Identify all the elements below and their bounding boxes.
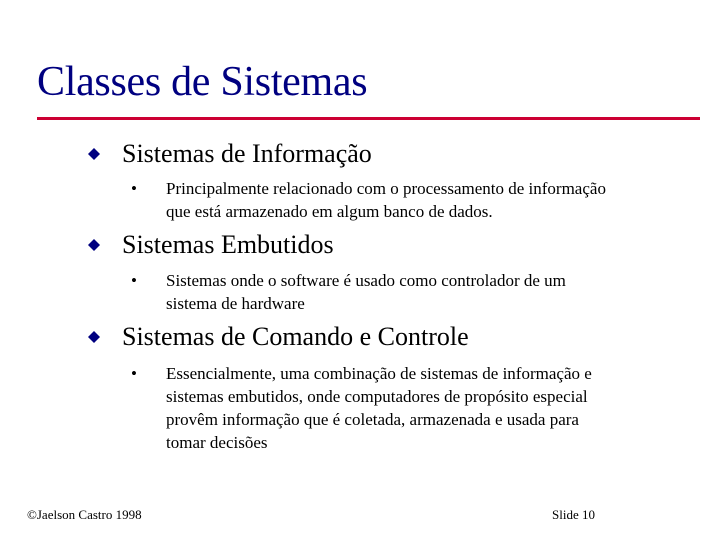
footer-slide-number: Slide 10	[552, 507, 595, 522]
sub-bullet-line: sistema de hardware	[166, 294, 305, 313]
slide-title: Classes de Sistemas	[37, 59, 368, 105]
dot-bullet-icon: •	[131, 271, 137, 290]
footer-copyright: ©Jaelson Castro 1998	[27, 507, 142, 522]
sub-bullet-text	[166, 362, 706, 454]
sub-bullet-line: Principalmente relacionado com o processamento de informação	[166, 179, 606, 198]
sub-bullet-line: tomar decisões	[166, 433, 268, 452]
sub-bullet-text	[166, 177, 706, 223]
sub-bullet-line: Sistemas onde o software é usado como controlador de um	[166, 271, 566, 290]
bullet-heading: Sistemas de Informação	[122, 139, 372, 168]
sub-bullet-line: provêm informação que é coletada, armazenada e usada para	[166, 410, 579, 429]
sub-bullet-text	[166, 269, 706, 315]
bullet-heading: Sistemas Embutidos	[122, 230, 334, 259]
sub-bullet-line: Essencialmente, uma combinação de sistemas de informação e	[166, 364, 592, 383]
sub-bullet-line: que está armazenado em algum banco de dados.	[166, 202, 493, 221]
dot-bullet-icon: •	[131, 364, 137, 383]
bullet-heading: Sistemas de Comando e Controle	[122, 322, 469, 351]
dot-bullet-icon: •	[131, 179, 137, 198]
sub-bullet-line: sistemas embutidos, onde computadores de propósito especial	[166, 387, 588, 406]
diamond-bullet-icon	[88, 239, 100, 251]
diamond-bullet-icon	[88, 148, 100, 160]
diamond-bullet-icon	[88, 331, 100, 343]
title-underline	[37, 117, 700, 120]
